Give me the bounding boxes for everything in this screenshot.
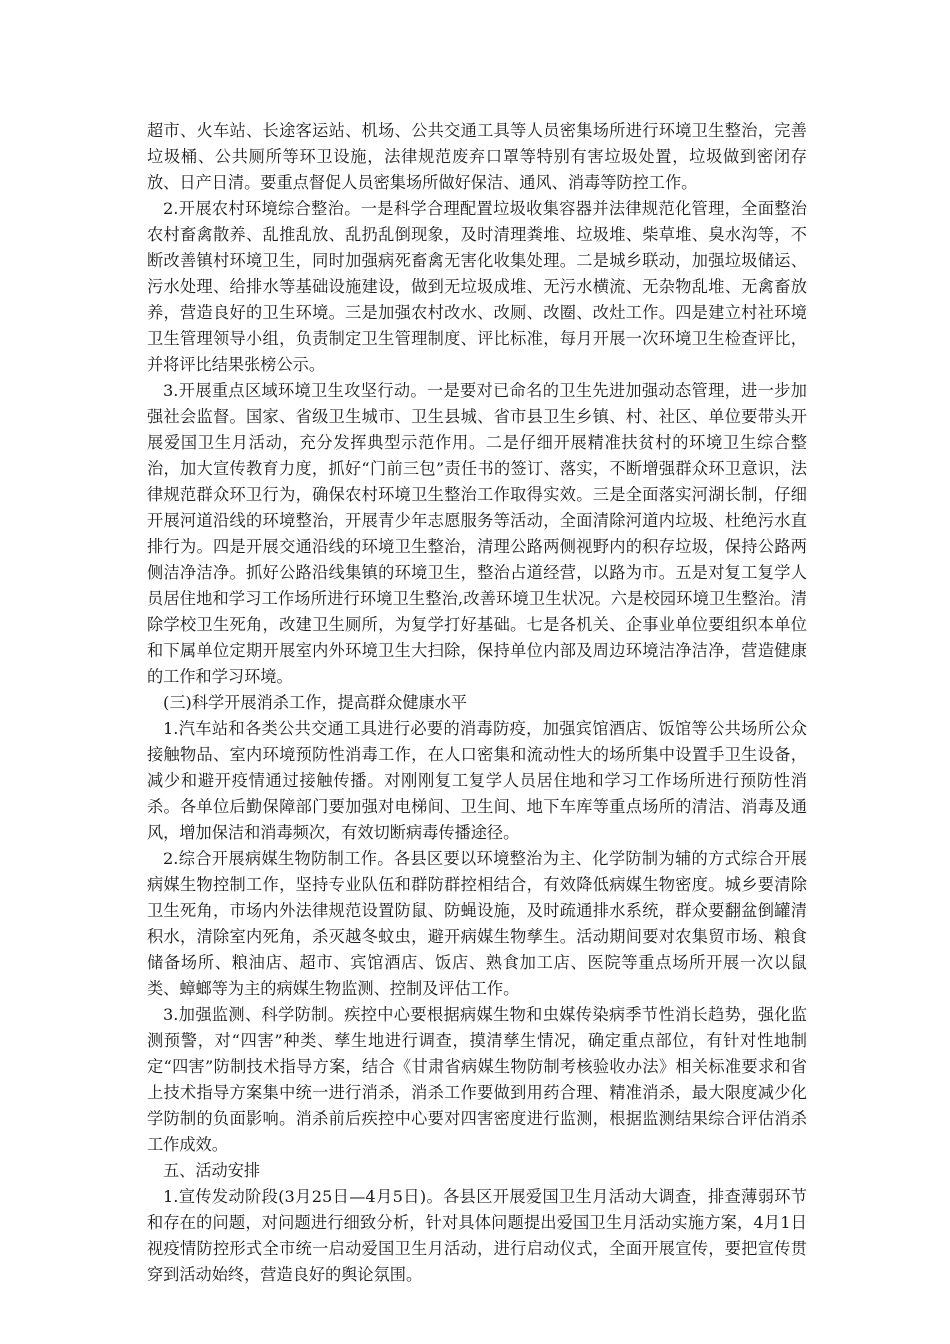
document-body bbox=[147, 118, 807, 1288]
paragraph-publicity-phase: 1.宣传发动阶段(3月25日—4月5日)。各县区开展爱国卫生月活动大调查，排查薄弱环节和存在的问题，对问题进行细致分析，针对具体问题提出爱国卫生月活动实施方案，4月1日视疫情防控形式全市统一启动爱国卫生月活动，进行启动仪式，全面开展宣传，要把宣传贯穿到活动始终，营造良好的舆论氛围。 bbox=[147, 1187, 807, 1284]
paragraph-rural-environment: 2.开展农村环境综合整治。一是科学合理配置垃圾收集容器并法律规范化管理，全面整治农村畜禽散养、乱推乱放、乱扔乱倒现象，及时清理粪堆、垃圾堆、柴草堆、臭水沟等，不断改善镇村环境卫生，同时加强病死畜禽无害化收集处理。二是城乡联动，加强垃圾储运、污水处理、给排水等基础设施建设，做到无垃圾成堆、无污水横流、无杂物乱堆、无禽畜放养，营造良好的卫生环境。三是加强农村改水、改厕、改圈、改灶工作。四是建立村社环境卫生管理领导小组，负责制定卫生管理制度、评比标准，每月开展一次环境卫生检查评比，并将评比结果张榜公示。 bbox=[147, 199, 807, 374]
paragraph-key-area-campaign: 3.开展重点区域环境卫生攻坚行动。一是要对已命名的卫生先进加强动态管理，进一步加强社会监督。国家、省级卫生城市、卫生县城、省市县卫生乡镇、村、社区、单位要带头开展爱国卫生月活动，充分发挥典型示范作用。二是仔细开展精准扶贫村的环境卫生综合整治，加大宣传教育力度，抓好“门前三包”责任书的签订、落实，不断增强群众环卫意识，法律规范群众环卫行为，确保农村环境卫生整治工作取得实效。三是全面落实河湖长制，仔细开展河道沿线的环境整治，开展青少年志愿服务等活动，全面清除河道内垃圾、杜绝污水直排行为。四是开展交通沿线的环境卫生整治，清理公路两侧视野内的积存垃圾，保持公路两侧洁净洁净。抓好公路沿线集镇的环境卫生，整治占道经营，以路为市。五是对复工复学人员居住地和学习工作场所进行环境卫生整治,改善环境卫生状况。六是校园环境卫生整治。清除学校卫生死角，改建卫生厕所，为复学打好基础。七是各机关、企事业单位要组织本单位和下属单位定期开展室内外环境卫生大扫除，保持单位内部及周边环境洁净洁净，营造健康的工作和学习环境。 bbox=[147, 381, 807, 686]
paragraph-transport-disinfection: 1.汽车站和各类公共交通工具进行必要的消毒防疫，加强宾馆酒店、饭馆等公共场所公众接触物品、室内环境预防性消毒工作，在人口密集和流动性大的场所集中设置手卫生设备，减少和避开疫情通过接触传播。对刚刚复工复学人员居住地和学习工作场所进行预防性消杀。各单位后勤保障部门要加强对电梯间、卫生间、地下车库等重点场所的清洁、消毒及通风，增加保洁和消毒频次，有效切断病毒传播途径。 bbox=[147, 719, 807, 842]
section-heading-disinfection: (三)科学开展消杀工作，提高群众健康水平 bbox=[163, 693, 468, 712]
paragraph-urban-sanitation-cont: 超市、火车站、长途客运站、机场、公共交通工具等人员密集场所进行环境卫生整治，完善垃圾桶、公共厕所等环卫设施，法律规范废弃口罩等特别有害垃圾处置，垃圾做到密闭存放、日产日清。要重点督促人员密集场所做好保洁、通风、消毒等防控工作。 bbox=[147, 121, 807, 192]
paragraph-vector-control: 2.综合开展病媒生物防制工作。各县区要以环境整治为主、化学防制为辅的方式综合开展病媒生物控制工作，坚持专业队伍和群防群控相结合，有效降低病媒生物密度。城乡要清除卫生死角，市场内外法律规范设置防鼠、防蝇设施，及时疏通排水系统，群众要翻盆倒罐清积水，清除室内死角，杀灭越冬蚊虫，避开病媒生物孳生。活动期间要对农集贸市场、粮食储备场所、粮油店、超市、宾馆酒店、饭店、熟食加工店、医院等重点场所开展一次以鼠类、蟑螂等为主的病媒生物监测、控制及评估工作。 bbox=[147, 849, 807, 998]
paragraph-monitoring: 3.加强监测、科学防制。疾控中心要根据病媒生物和虫媒传染病季节性消长趋势，强化监测预警，对“四害”种类、孳生地进行调查，摸清孳生情况，确定重点部位，有针对性地制定“四害”防制技术指导方案，结合《甘肃省病媒生物防制考核验收办法》相关标准要求和省上技术指导方案集中统一进行消杀，消杀工作要做到用药合理、精准消杀，最大限度减少化学防制的负面影响。消杀前后疾控中心要对四害密度进行监测，根据监测结果综合评估消杀工作成效。 bbox=[147, 1005, 807, 1154]
section-heading-activity-schedule: 五、活动安排 bbox=[163, 1161, 261, 1180]
